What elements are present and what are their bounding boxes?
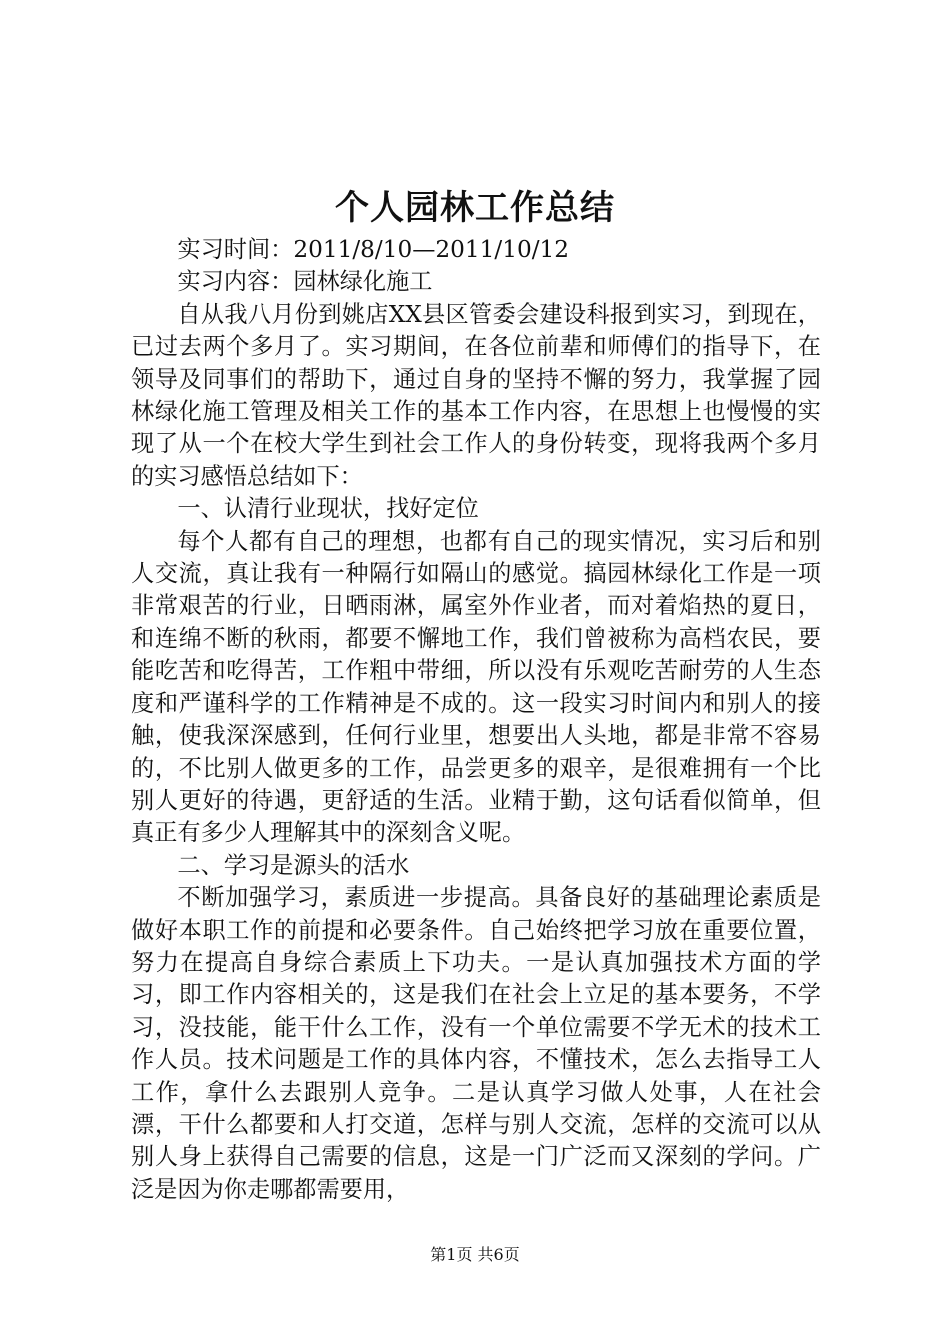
- section-heading-2: 二、学习是源头的活水: [177, 851, 410, 879]
- section-paragraph-1: 每个人都有自己的理想，也都有自己的现实情况，实习后和别人交流，真让我有一种隔行如隔山的感觉。搞园林绿化工作是一项非常艰苦的行业，日晒雨淋，属室外作业者，而对着焰热的夏日，和连绵不断的秋雨，都要不懈地工作，我们曾被称为高档农民，要能吃苦和吃得苦，工作粗中带细，所以没有乐观吃苦耐劳的人生态度和严谨科学的工作精神是不成的。这一段实习时间内和别人的接触，使我深深感到，任何行业里，想要出人头地，都是非常不容易的，不比别人做更多的工作，品尝更多的艰辛，是很难拥有一个比别人更好的待遇，更舒适的生活。业精于勤，这句话看似简单，但真正有多少人理解其中的深刻含义呢。: [131, 527, 821, 847]
- section-paragraph-2: 不断加强学习，素质进一步提高。具备良好的基础理论素质是做好本职工作的前提和必要条件。自己始终把学习放在重要位置，努力在提高自身综合素质上下功夫。一是认真加强技术方面的学习，即工作内容相关的，这是我们在社会上立足的基本要务，不学习，没技能，能干什么工作，没有一个单位需要不学无术的技术工作人员。技术问题是工作的具体内容，不懂技术，怎么去指导工人工作，拿什么去跟别人竞争。二是认真学习做人处事，人在社会漂，干什么都要和人打交道，怎样与别人交流，怎样的交流可以从别人身上获得自己需要的信息，这是一门广泛而又深刻的学问。广泛是因为你走哪都需要用，: [131, 884, 821, 1203]
- section-heading-1: 一、认清行业现状，找好定位: [177, 495, 479, 523]
- internship-time: 实习时间：2011/8/10—2011/10/12: [177, 236, 570, 263]
- document-body: [131, 234, 821, 1206]
- page-footer: 第1页 共6页: [430, 1245, 520, 1264]
- intro-paragraph: 自从我八月份到姚店XX县区管委会建设科报到实习，到现在，已过去两个多月了。实习期间，在各位前辈和师傅们的指导下，在领导及同事们的帮助下，通过自身的坚持不懈的努力，我掌握了园林绿化施工管理及相关工作的基本工作内容，在思想上也慢慢的实现了从一个在校大学生到社会工作人的身份转变，现将我两个多月的实习感悟总结如下：: [131, 300, 821, 490]
- internship-content: 实习内容：园林绿化施工: [177, 268, 433, 296]
- document-title: 个人园林工作总结: [335, 188, 615, 228]
